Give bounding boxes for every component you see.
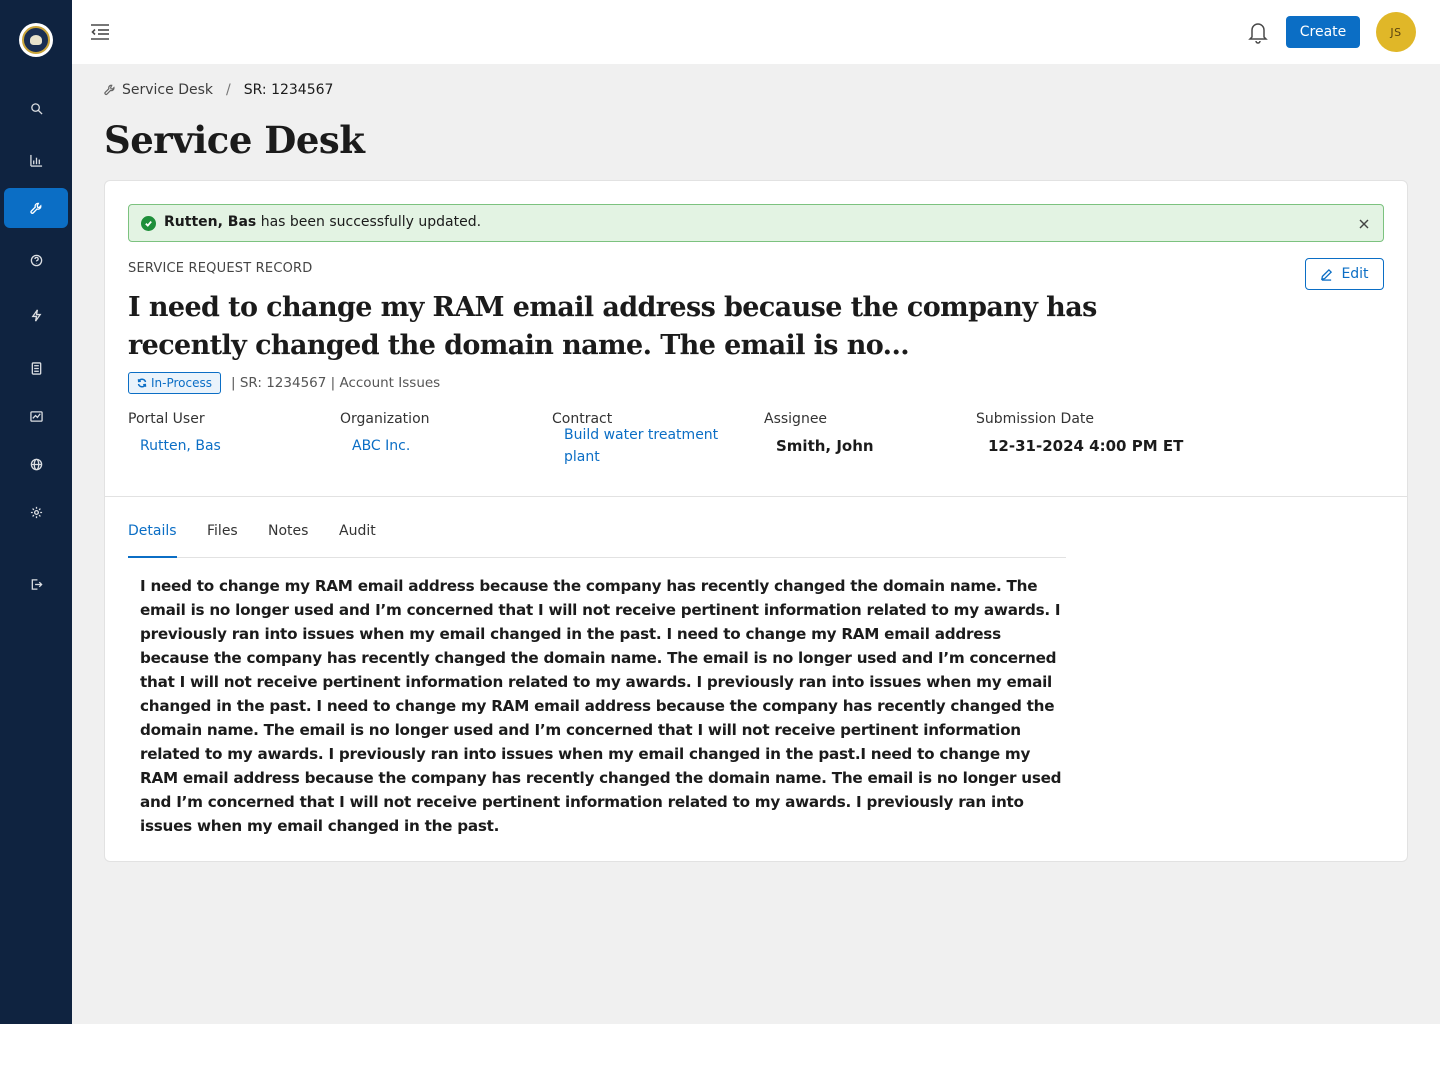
wrench-icon — [104, 84, 116, 96]
user-avatar[interactable]: JS — [1376, 12, 1416, 52]
assignee-value: Smith, John — [776, 437, 874, 455]
field-submission-date — [976, 411, 1176, 427]
contract-link[interactable]: Build water treatment plant — [564, 427, 719, 465]
wrench-icon — [30, 202, 43, 215]
record-meta — [128, 372, 440, 394]
status-badge — [128, 372, 221, 394]
field-label: Organization — [340, 411, 430, 427]
collapse-menu-button[interactable] — [88, 20, 112, 44]
sidebar-item-search[interactable] — [4, 88, 68, 128]
lightning-icon — [30, 309, 43, 322]
page-title: Service Desk — [104, 118, 365, 162]
top-bar — [72, 0, 1440, 64]
refresh-icon — [137, 378, 147, 388]
edit-button[interactable] — [1305, 258, 1384, 290]
document-list-icon — [30, 362, 43, 375]
field-label: Assignee — [764, 411, 828, 427]
details-text: I need to change my RAM email address because the company has recently changed the domain name. The email is no longer used and I’m concerned that I will not receive pertinent information related to my awards. I previously ran into issues when my email changed in the past. I need to change my RAM email address because the company has recently changed the domain name. The email is no longer used and I’m concerned that I will not receive pertinent information related to my awards. I previously ran into issues when my email changed in the past. I need to change my RAM email address because the company has recently changed the domain name. The email is no longer used and I’m concerned that I will not receive pertinent information related to my awards. I previously ran into issues when my email changed in the past.I need to change my RAM email address because the company has recently changed the domain name. The email is no longer used and I’m concerned that I will not receive pertinent information related to my awards. I previously ran into issues when my email changed in the past. — [140, 577, 1062, 835]
menu-collapse-icon — [88, 20, 112, 44]
sidebar-item-reports[interactable] — [4, 396, 68, 436]
field-organization — [340, 411, 540, 427]
notifications-button[interactable] — [1247, 20, 1269, 44]
question-circle-icon — [30, 254, 43, 267]
pencil-icon — [1320, 268, 1333, 281]
field-label: Contract — [552, 411, 613, 427]
tab-files[interactable]: Files — [207, 523, 238, 539]
alert-user-name: Rutten, Bas — [164, 214, 257, 230]
breadcrumb — [104, 82, 333, 98]
alert-text: has been successfully updated. — [256, 214, 482, 230]
field-assignee — [764, 411, 964, 427]
department-seal-logo[interactable] — [19, 23, 53, 57]
record-title: I need to change my RAM email address because the company has recently changed the domain name. The email is no... — [128, 292, 1097, 361]
tab-notes[interactable]: Notes — [268, 523, 309, 539]
create-button[interactable]: Create — [1286, 16, 1360, 48]
record-fields — [128, 411, 1228, 481]
tab-details[interactable]: Details — [128, 523, 177, 558]
organization-link[interactable]: ABC Inc. — [352, 438, 411, 454]
field-label: Portal User — [128, 411, 205, 427]
sidebar-item-help[interactable] — [4, 240, 68, 280]
sidebar-item-analytics[interactable] — [4, 140, 68, 180]
line-chart-icon — [30, 410, 43, 423]
breadcrumb-link-service-desk[interactable]: Service Desk — [122, 82, 213, 98]
sidebar-item-service-desk[interactable] — [4, 188, 68, 228]
check-circle-icon — [141, 216, 156, 231]
globe-icon — [30, 458, 43, 471]
sidebar-item-logout[interactable] — [4, 564, 68, 604]
logout-icon — [30, 578, 43, 591]
sidebar-item-records[interactable] — [4, 348, 68, 388]
sidebar-item-actions[interactable] — [4, 295, 68, 335]
service-request-card — [104, 180, 1408, 862]
success-alert — [128, 204, 1384, 242]
page-footer-space — [0, 1024, 1440, 1086]
section-divider — [105, 496, 1407, 497]
breadcrumb-separator: / — [226, 82, 231, 98]
edit-button-label: Edit — [1341, 266, 1369, 282]
main-content — [72, 64, 1440, 1024]
field-label: Submission Date — [976, 411, 1095, 427]
bar-chart-icon — [30, 154, 43, 167]
record-tabs — [128, 523, 1066, 558]
status-text: In-Process — [151, 376, 212, 390]
submission-date-value: 12-31-2024 4:00 PM ET — [988, 437, 1184, 455]
field-portal-user — [128, 411, 328, 427]
record-meta-text: | SR: 1234567 | Account Issues — [231, 375, 441, 391]
alert-message — [164, 214, 481, 230]
alert-close-button[interactable] — [1357, 216, 1371, 230]
gear-icon — [30, 506, 43, 519]
bell-icon — [1247, 20, 1269, 44]
tab-audit[interactable]: Audit — [339, 523, 376, 539]
sidebar-item-web[interactable] — [4, 444, 68, 484]
sidebar-item-settings[interactable] — [4, 492, 68, 532]
portal-user-link[interactable]: Rutten, Bas — [140, 438, 221, 454]
sidebar — [0, 0, 72, 1024]
record-type-label: SERVICE REQUEST RECORD — [128, 261, 313, 276]
search-icon — [30, 102, 43, 115]
breadcrumb-current: SR: 1234567 — [243, 82, 334, 98]
close-icon — [1357, 217, 1371, 231]
